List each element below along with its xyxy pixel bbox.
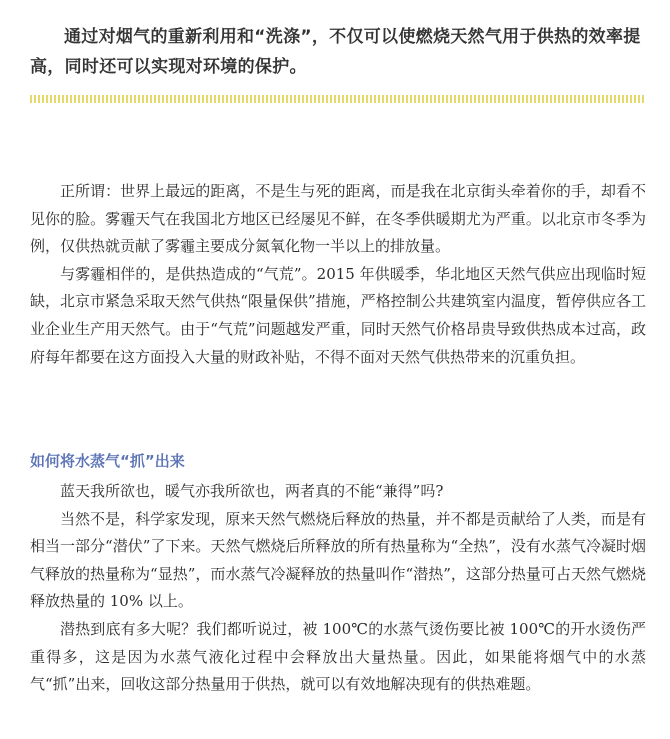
paragraph: 与雾霾相伴的，是供热造成的“气荒”。2015 年供暖季，华北地区天然气供应出现临时短缺，北京市紧急采取天然气供热“限量保供”措施，严格控制公共建筑室内温度，暂停供应各工业企业生产用天然气。由于“气荒”问题越发严重，同时天然气价格昂贵导致供热成本过高，政府每年都要在这方面投入大量的财政补贴，不得不面对天然气供热带来的沉重负担。 bbox=[30, 264, 646, 366]
intro-summary: 通过对烟气的重新利用和“洗涤”，不仅可以使燃烧天然气用于供热的效率提高，同时还可以实现对环境的保护。 bbox=[30, 27, 641, 77]
paragraph: 正所谓：世界上最远的距离，不是生与死的距离，而是我在北京街头牵着你的手，却看不见你的脸。雾霾天气在我国北方地区已经屡见不鲜，在冬季供暖期尤为严重。以北京市冬季为例，仅供热就贡献了雾霾主要成分氮氧化物一半以上的排放量。 bbox=[30, 182, 646, 256]
dotted-divider bbox=[30, 95, 646, 103]
paragraph: 蓝天我所欲也，暖气亦我所欲也，两者真的不能“兼得”吗? bbox=[60, 482, 444, 500]
section-two bbox=[30, 478, 646, 699]
section-one bbox=[30, 178, 646, 371]
section-heading: 如何将水蒸气“抓”出来 bbox=[30, 452, 185, 470]
paragraph: 当然不是，科学家发现，原来天然气燃烧后释放的热量，并不都是贡献给了人类，而是有相当一部分“潜伏”了下来。天然气燃烧后所释放的所有热量称为“全热”，没有水蒸气冷凝时烟气释放的热量称为“显热”，而水蒸气冷凝释放的热量叫作“潜热”，这部分热量可占天然气燃烧释放热量的 10% 以上。 bbox=[30, 509, 646, 611]
paragraph: 潜热到底有多大呢？我们都听说过，被 100℃的水蒸气烫伤要比被 100℃的开水烫伤严重得多，这是因为水蒸气液化过程中会释放出大量热量。因此，如果能将烟气中的水蒸气“抓”出来，回收这部分热量用于供热，就可以有效地解决现有的供热难题。 bbox=[30, 619, 646, 694]
